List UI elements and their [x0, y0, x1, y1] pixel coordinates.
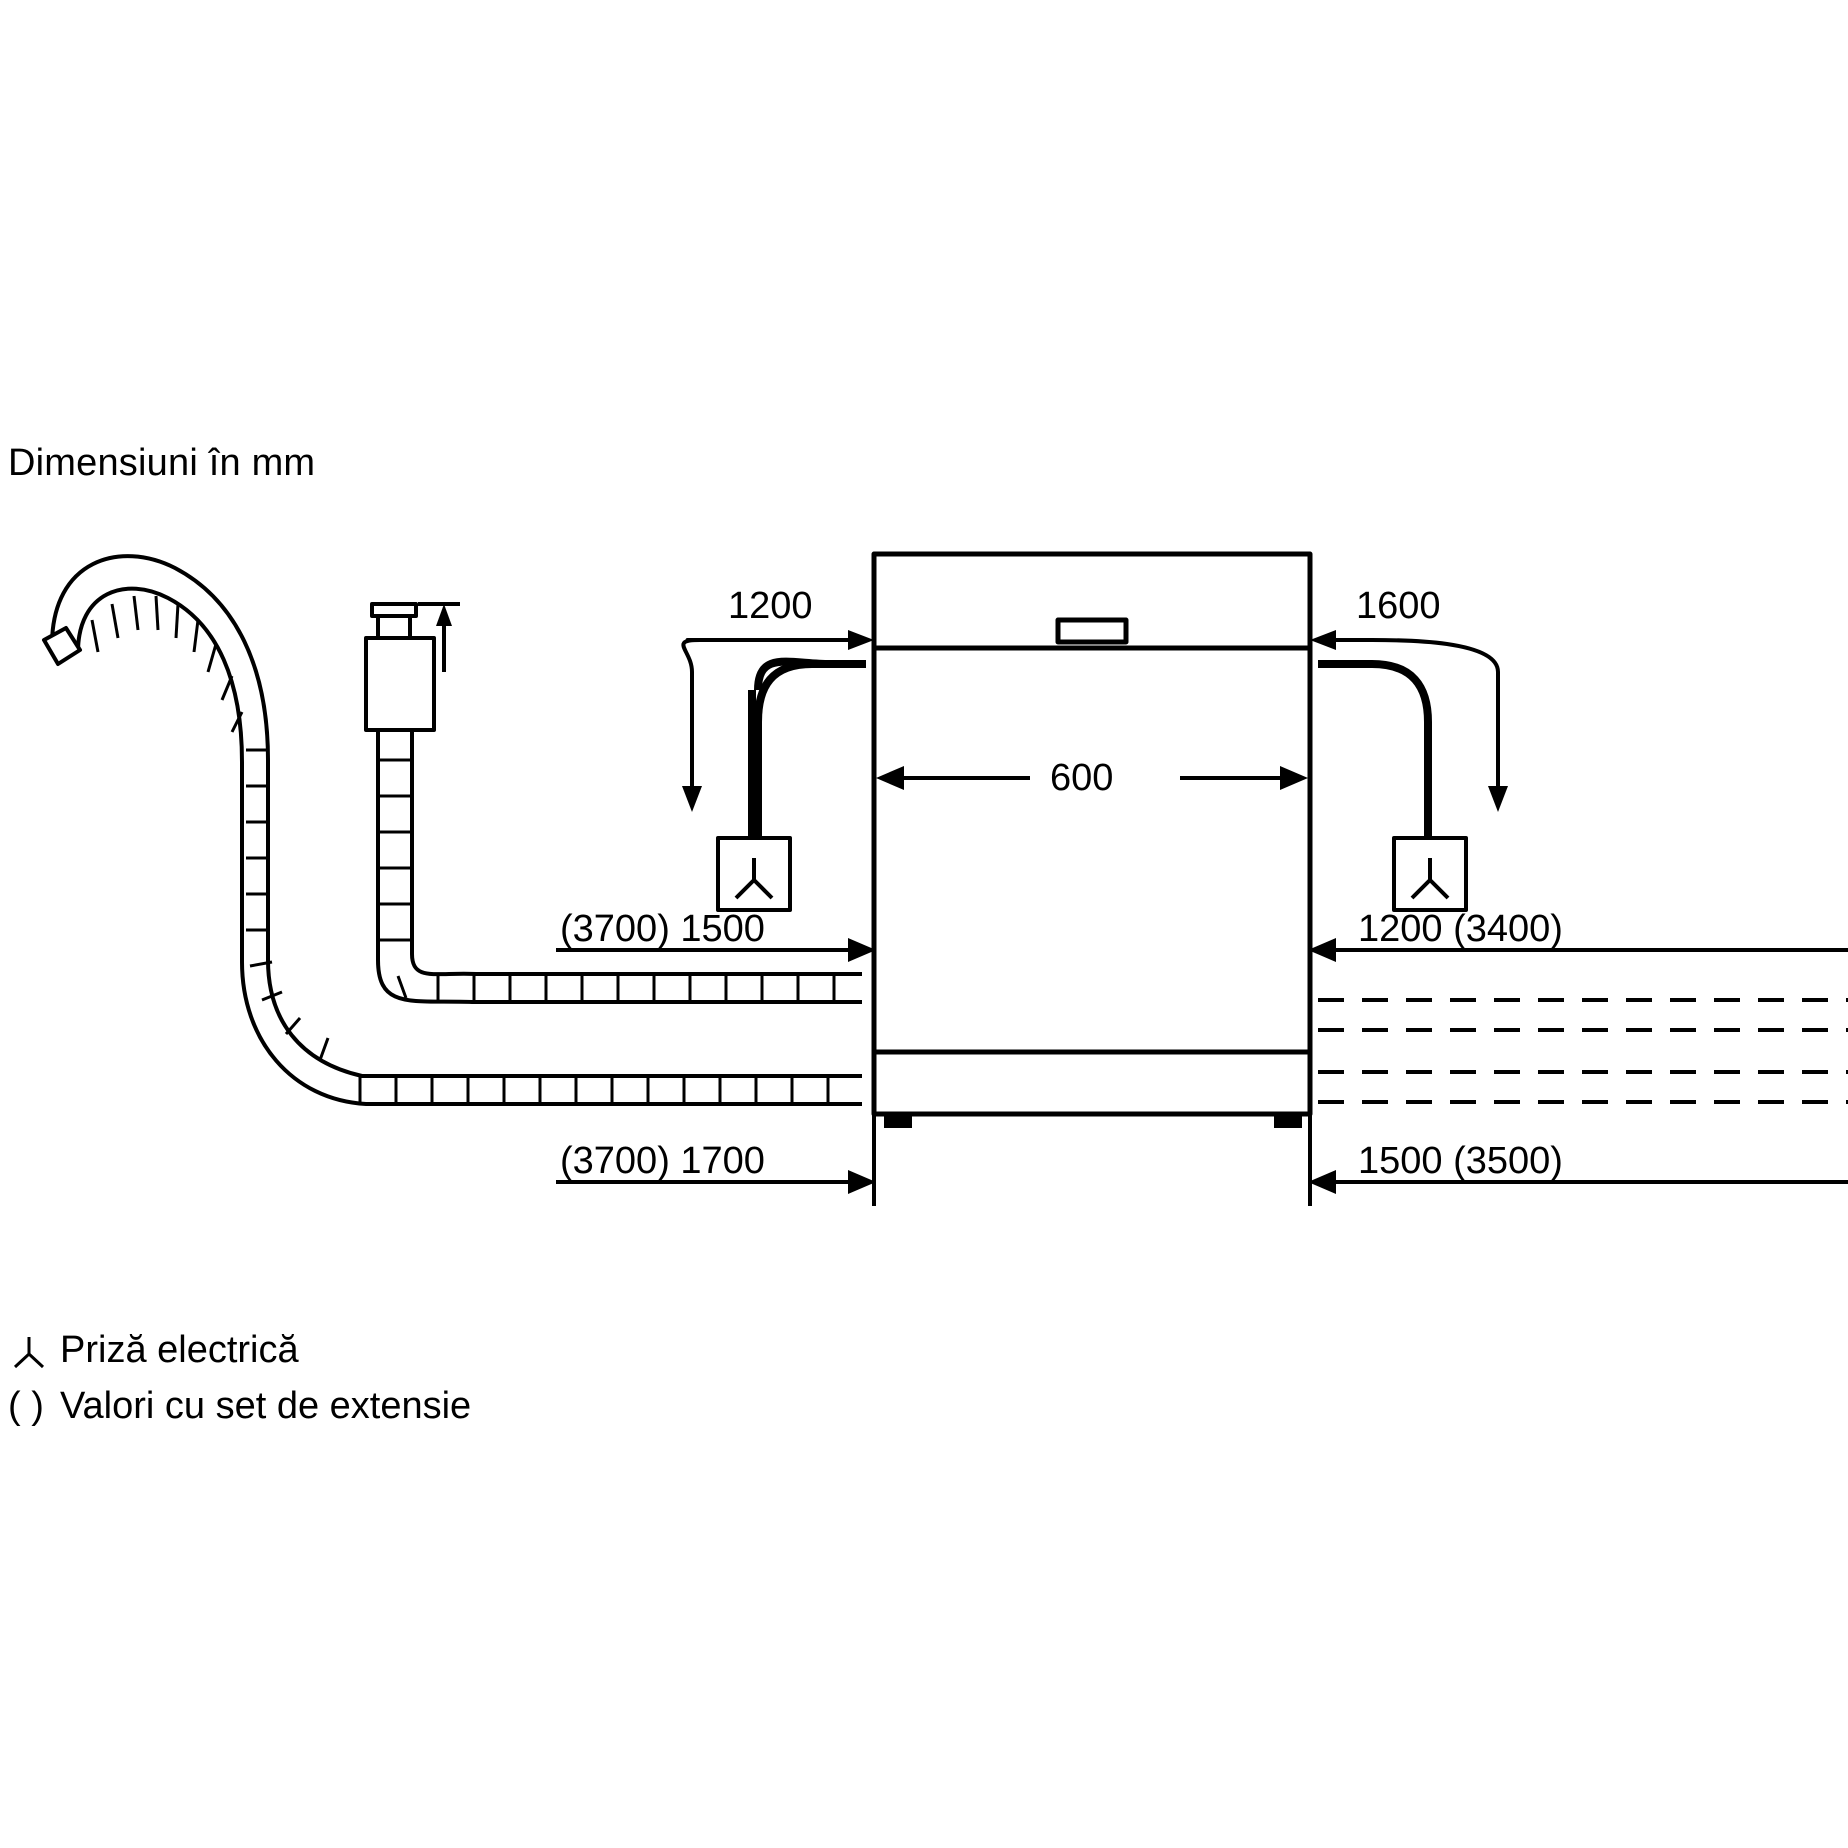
dimension-label-width: 600 — [1050, 757, 1114, 799]
right-dashed-hoses — [1318, 1000, 1848, 1102]
power-socket-icon — [8, 1329, 50, 1371]
dimension-label-bottom-right: 1500 (3500) — [1358, 1140, 1563, 1182]
right-power-socket-icon — [1394, 838, 1466, 910]
dimension-label-mid-left: (3700) 1500 — [560, 908, 765, 950]
leader-top-left — [682, 630, 874, 812]
dimension-label-top-left: 1200 — [728, 585, 813, 627]
page-title: Dimensiuni în mm — [8, 442, 316, 484]
legend-item-extension — [8, 1378, 471, 1434]
appliance-outline — [874, 554, 1310, 1128]
dimension-label-mid-right: 1200 (3400) — [1358, 908, 1563, 950]
legend-item-socket-label: Priză electrică — [60, 1329, 299, 1371]
left-power-cord — [752, 662, 866, 840]
dimension-label-top-right: 1600 — [1356, 585, 1441, 627]
dimension-label-bottom-left: (3700) 1700 — [560, 1140, 765, 1182]
legend-item-socket — [8, 1322, 471, 1378]
left-power-cord-thick — [758, 664, 866, 840]
parentheses-symbol: ( ) — [8, 1385, 44, 1427]
leader-top-right — [1310, 630, 1508, 812]
left-power-socket-icon — [718, 838, 790, 910]
right-power-cord — [1318, 664, 1428, 840]
legend-item-extension-label: Valori cu set de extensie — [60, 1385, 472, 1427]
legend — [8, 1322, 471, 1434]
